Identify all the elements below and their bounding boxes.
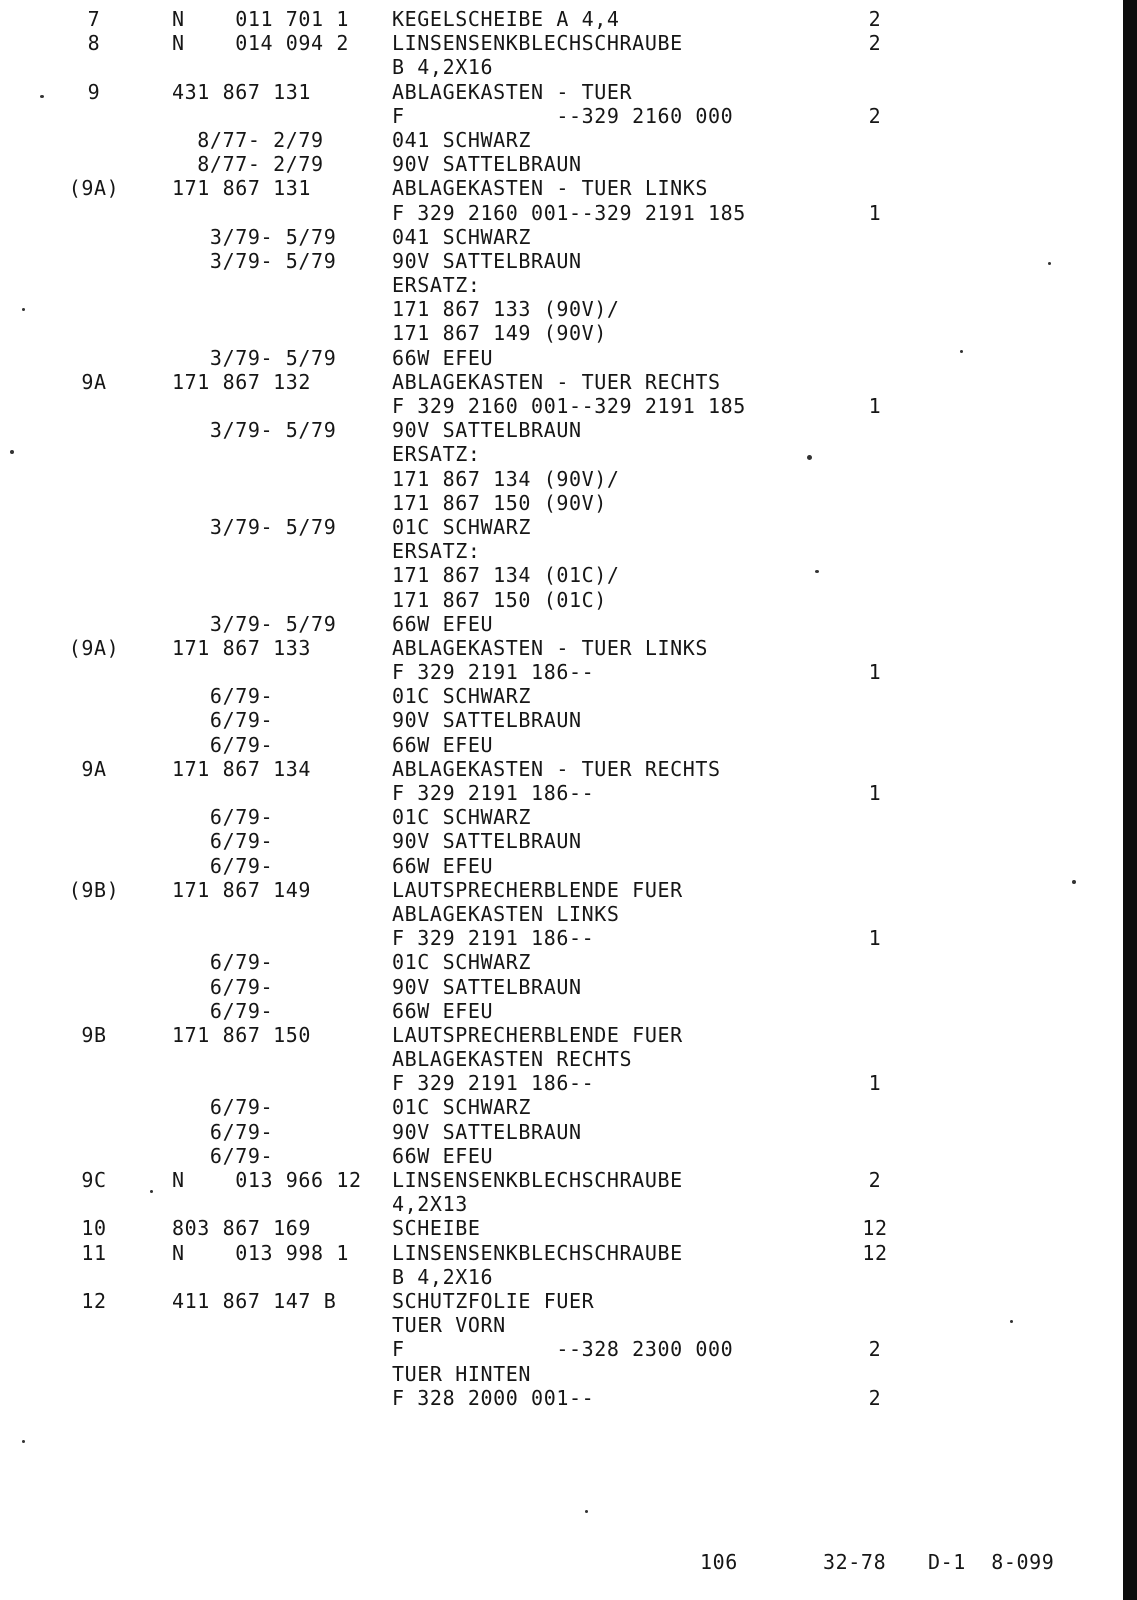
parts-row xyxy=(0,999,1120,1023)
parts-row xyxy=(0,1289,1120,1313)
parts-row xyxy=(0,1216,1120,1240)
parts-row xyxy=(0,1386,1120,1410)
part-number: 6/79- xyxy=(172,998,274,1023)
parts-row xyxy=(0,684,1120,708)
position-number: 10 xyxy=(81,1216,107,1241)
quantity: 2 xyxy=(868,1385,882,1410)
part-description: 01C SCHWARZ xyxy=(392,1095,532,1120)
parts-row xyxy=(0,902,1120,926)
parts-row xyxy=(0,1023,1120,1047)
part-number: 3/79- 5/79 xyxy=(172,345,337,370)
part-number: 6/79- xyxy=(172,1095,274,1120)
part-description: 041 SCHWARZ xyxy=(392,127,532,152)
quantity: 12 xyxy=(862,1240,888,1265)
part-description: ABLAGEKASTEN - TUER RECHTS xyxy=(392,369,721,394)
part-description: F 329 2191 186-- xyxy=(392,660,595,685)
part-number: N 014 094 2 xyxy=(172,31,349,56)
part-description: LAUTSPRECHERBLENDE FUER xyxy=(392,1022,683,1047)
part-number: 3/79- 5/79 xyxy=(172,514,337,539)
part-description: TUER HINTEN xyxy=(392,1361,532,1386)
part-description: 66W EFEU xyxy=(392,345,494,370)
part-description: F 329 2160 001--329 2191 185 xyxy=(392,394,746,418)
parts-row xyxy=(0,152,1120,176)
parts-row xyxy=(0,757,1120,781)
part-description: 90V SATTELBRAUN xyxy=(392,1119,582,1144)
parts-row xyxy=(0,781,1120,805)
parts-row xyxy=(0,950,1120,974)
position-number: 11 xyxy=(81,1240,107,1265)
part-number: 6/79- xyxy=(172,708,274,733)
parts-row xyxy=(0,31,1120,55)
parts-row xyxy=(0,612,1120,636)
parts-row xyxy=(0,1192,1120,1216)
parts-row xyxy=(0,733,1120,757)
part-number: 6/79- xyxy=(172,950,274,975)
part-number: 6/79- xyxy=(172,829,274,854)
parts-row xyxy=(0,346,1120,370)
footer-catalog-code: 32-78 xyxy=(823,1550,887,1574)
part-number: 171 867 133 xyxy=(172,635,312,660)
part-number: 8/77- 2/79 xyxy=(172,127,324,152)
parts-row xyxy=(0,321,1120,345)
part-number: 6/79- xyxy=(172,1119,274,1144)
part-description: 4,2X13 xyxy=(392,1192,468,1217)
part-description: 171 867 134 (01C)/ xyxy=(392,563,620,588)
position-number: 9A xyxy=(81,369,107,394)
scan-speck xyxy=(815,570,819,573)
parts-row xyxy=(0,1047,1120,1071)
parts-row xyxy=(0,225,1120,249)
part-number: N 013 998 1 xyxy=(172,1240,349,1265)
part-description: LINSENSENKBLECHSCHRAUBE xyxy=(392,1240,683,1265)
parts-row xyxy=(0,975,1120,999)
part-number: 3/79- 5/79 xyxy=(172,418,337,443)
part-description: 01C SCHWARZ xyxy=(392,514,532,539)
scan-edge-bar xyxy=(1123,0,1137,1600)
scan-speck xyxy=(1072,880,1076,884)
part-description: 90V SATTELBRAUN xyxy=(392,829,582,854)
quantity: 2 xyxy=(868,7,882,31)
parts-row xyxy=(0,563,1120,587)
part-description: SCHUTZFOLIE FUER xyxy=(392,1288,595,1313)
parts-row xyxy=(0,878,1120,902)
part-number: 6/79- xyxy=(172,1143,274,1168)
part-description: ERSATZ: xyxy=(392,273,481,298)
part-number: 171 867 149 xyxy=(172,877,312,902)
position-number: (9B) xyxy=(68,877,120,902)
parts-row xyxy=(0,394,1120,418)
part-description: LAUTSPRECHERBLENDE FUER xyxy=(392,877,683,902)
part-description: ABLAGEKASTEN RECHTS xyxy=(392,1047,633,1072)
part-description: ERSATZ: xyxy=(392,539,481,564)
quantity: 1 xyxy=(868,660,882,685)
parts-row xyxy=(0,1120,1120,1144)
position-number: 9 xyxy=(87,79,101,104)
parts-row xyxy=(0,515,1120,539)
parts-row xyxy=(0,442,1120,466)
scan-speck xyxy=(40,95,44,98)
part-number: 431 867 131 xyxy=(172,79,312,104)
quantity: 1 xyxy=(868,200,882,225)
parts-row xyxy=(0,467,1120,491)
position-number: (9A) xyxy=(68,176,120,201)
parts-row xyxy=(0,249,1120,273)
position-number: 9B xyxy=(81,1022,107,1047)
scan-speck xyxy=(585,1510,588,1513)
part-description: 66W EFEU xyxy=(392,853,494,878)
part-description: 66W EFEU xyxy=(392,611,494,636)
scan-speck xyxy=(1010,1320,1013,1323)
part-description: KEGELSCHEIBE A 4,4 xyxy=(392,7,620,31)
part-description: F --329 2160 000 xyxy=(392,103,734,128)
part-description: SCHEIBE xyxy=(392,1216,481,1241)
parts-row xyxy=(0,636,1120,660)
parts-row xyxy=(0,708,1120,732)
part-description: 041 SCHWARZ xyxy=(392,224,532,249)
scan-speck xyxy=(150,1190,153,1193)
parts-row xyxy=(0,926,1120,950)
quantity: 2 xyxy=(868,103,882,128)
parts-row xyxy=(0,1337,1120,1361)
part-description: B 4,2X16 xyxy=(392,55,494,80)
position-number: 8 xyxy=(87,31,101,56)
part-number: N 013 966 12 xyxy=(172,1168,362,1192)
quantity: 1 xyxy=(868,926,882,951)
part-description: 171 867 133 (90V)/ xyxy=(392,297,620,322)
part-description: B 4,2X16 xyxy=(392,1264,494,1289)
part-description: 01C SCHWARZ xyxy=(392,950,532,975)
scan-speck xyxy=(22,308,25,311)
part-description: 90V SATTELBRAUN xyxy=(392,248,582,273)
parts-row xyxy=(0,1071,1120,1095)
part-description: ABLAGEKASTEN - TUER LINKS xyxy=(392,176,709,201)
parts-row xyxy=(0,55,1120,79)
quantity: 2 xyxy=(868,1337,882,1362)
part-description: TUER VORN xyxy=(392,1313,506,1338)
part-description: 90V SATTELBRAUN xyxy=(392,152,582,177)
quantity: 1 xyxy=(868,781,882,805)
part-number: 6/79- xyxy=(172,805,274,830)
part-description: 171 867 134 (90V)/ xyxy=(392,466,620,491)
parts-row xyxy=(0,1313,1120,1337)
parts-row xyxy=(0,1095,1120,1119)
parts-row xyxy=(0,1241,1120,1265)
part-description: 90V SATTELBRAUN xyxy=(392,974,582,999)
quantity: 2 xyxy=(868,31,882,56)
part-number: 6/79- xyxy=(172,684,274,709)
part-description: F 328 2000 001-- xyxy=(392,1385,595,1410)
parts-row xyxy=(0,854,1120,878)
position-number: 9A xyxy=(81,756,107,781)
part-number: N 011 701 1 xyxy=(172,7,349,31)
parts-row xyxy=(0,80,1120,104)
part-number: 8/77- 2/79 xyxy=(172,152,324,177)
parts-row xyxy=(0,273,1120,297)
parts-row xyxy=(0,1265,1120,1289)
quantity: 2 xyxy=(868,1168,882,1192)
quantity: 12 xyxy=(862,1216,888,1241)
parts-row xyxy=(0,588,1120,612)
quantity: 1 xyxy=(868,1071,882,1096)
position-number: 12 xyxy=(81,1288,107,1313)
part-number: 6/79- xyxy=(172,732,274,757)
part-number: 803 867 169 xyxy=(172,1216,312,1241)
part-description: 171 867 150 (90V) xyxy=(392,490,607,515)
part-description: 66W EFEU xyxy=(392,998,494,1023)
scan-speck xyxy=(22,1440,25,1443)
parts-row xyxy=(0,370,1120,394)
position-number: 7 xyxy=(87,7,101,31)
part-number: 171 867 134 xyxy=(172,756,312,781)
part-description: ABLAGEKASTEN - TUER RECHTS xyxy=(392,756,721,781)
parts-row xyxy=(0,418,1120,442)
part-description: 171 867 150 (01C) xyxy=(392,587,607,612)
parts-row xyxy=(0,491,1120,515)
part-number: 171 867 132 xyxy=(172,369,312,394)
parts-row xyxy=(0,1168,1120,1192)
part-description: LINSENSENKBLECHSCHRAUBE xyxy=(392,1168,683,1192)
part-description: F --328 2300 000 xyxy=(392,1337,734,1362)
part-description: LINSENSENKBLECHSCHRAUBE xyxy=(392,31,683,56)
parts-row xyxy=(0,660,1120,684)
parts-row xyxy=(0,805,1120,829)
scan-speck xyxy=(1048,262,1051,265)
parts-row xyxy=(0,176,1120,200)
parts-row xyxy=(0,104,1120,128)
quantity: 1 xyxy=(868,394,882,418)
parts-row xyxy=(0,1362,1120,1386)
part-description: F 329 2160 001--329 2191 185 xyxy=(392,200,746,225)
part-number: 3/79- 5/79 xyxy=(172,611,337,636)
part-number: 171 867 131 xyxy=(172,176,312,201)
scan-speck xyxy=(960,350,963,353)
part-description: 90V SATTELBRAUN xyxy=(392,418,582,443)
part-number: 171 867 150 xyxy=(172,1022,312,1047)
part-description: ABLAGEKASTEN LINKS xyxy=(392,901,620,926)
part-description: F 329 2191 186-- xyxy=(392,1071,595,1096)
parts-row xyxy=(0,7,1120,31)
parts-row xyxy=(0,297,1120,321)
scan-speck xyxy=(807,455,812,460)
part-description: 66W EFEU xyxy=(392,732,494,757)
parts-row xyxy=(0,201,1120,225)
part-number: 6/79- xyxy=(172,853,274,878)
part-description: 171 867 149 (90V) xyxy=(392,321,607,346)
position-number: 9C xyxy=(81,1168,107,1192)
parts-list xyxy=(0,7,1120,1410)
part-number: 411 867 147 B xyxy=(172,1288,337,1313)
part-number: 3/79- 5/79 xyxy=(172,248,337,273)
part-description: ABLAGEKASTEN - TUER xyxy=(392,79,633,104)
part-description: 90V SATTELBRAUN xyxy=(392,708,582,733)
part-description: ERSATZ: xyxy=(392,442,481,467)
part-number: 3/79- 5/79 xyxy=(172,224,337,249)
part-description: F 329 2191 186-- xyxy=(392,781,595,805)
parts-row xyxy=(0,539,1120,563)
part-description: 01C SCHWARZ xyxy=(392,805,532,830)
part-description: 01C SCHWARZ xyxy=(392,684,532,709)
parts-row xyxy=(0,1144,1120,1168)
part-description: F 329 2191 186-- xyxy=(392,926,595,951)
part-number: 6/79- xyxy=(172,974,274,999)
part-description: 66W EFEU xyxy=(392,1143,494,1168)
parts-row xyxy=(0,128,1120,152)
footer-reference: D-1 8-099 xyxy=(928,1550,1055,1574)
scan-speck xyxy=(10,450,14,454)
position-number: (9A) xyxy=(68,635,120,660)
footer-page-number: 106 xyxy=(700,1550,738,1574)
part-description: ABLAGEKASTEN - TUER LINKS xyxy=(392,635,709,660)
parts-row xyxy=(0,829,1120,853)
